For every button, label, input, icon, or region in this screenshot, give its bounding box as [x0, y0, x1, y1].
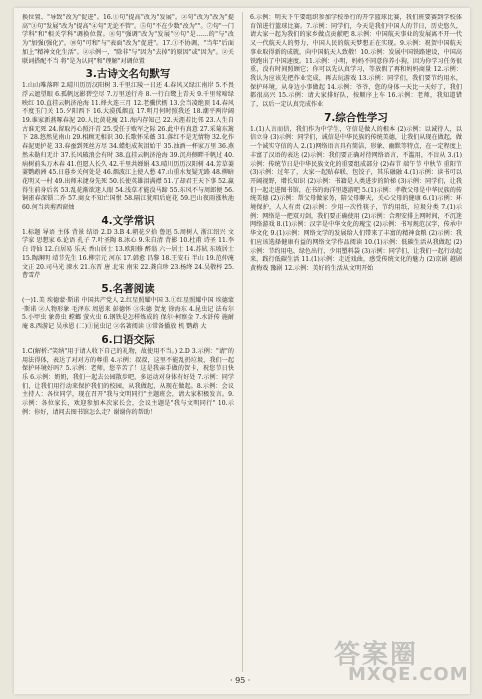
right-column: [250, 14, 462, 674]
answer-paragraph: (一)1.美 埃德蒙·斯诺 中国共产党人 2.红星照耀中国 3.①红星照耀中国 埃德蒙·斯诺 ②人物形象 毛泽东 周恩来 彭德怀 ③朱德 贺龙 徐海东 4.昆虫记 法布尔 5.小甲虫 象鼻虫 螳螂 萤火虫 6.钢铁是怎样炼成的 保尔·柯察金 7.水浒传 施耐庵 8.西游记 吴承恩 (二)①昆虫记 ②名著阅读 ③常备播放 机 鹦鹉 大: [22, 296, 234, 331]
section-heading: 6.口语交际: [101, 333, 155, 346]
answer-paragraph: 1.C(解析:"笑纳"用于请人收下自己的礼物，故使用不当。) 2.D 3.示例："请"的用法得体，表达了对对方的尊重 4.示例：叔叔，这里不能乱扔垃圾，我们一起保护环境好吗？5.示例：老师，您辛苦了！这是我亲手做的贺卡，祝您节日快乐 6.示例：奶奶，我们一起去公园散步吧，多运动对身体有好处 7.示例：同学们，让我们用行动来保护我们的校园，从我做起，从现在做起。8.示例：会议主持人：各位同学，现在召开"我与文明同行"主题班会，请大家积极发言。9.示例：各位家长，欢迎参加本次家长会，会议主题是"我与文明同行" 10.示例：你好，请问去图书馆怎么走？谢谢你的帮助！: [22, 347, 234, 416]
section-heading: 5.名著阅读: [101, 282, 155, 295]
page-number: · 95 ·: [230, 676, 251, 685]
section-heading: 7.综合性学习: [324, 111, 388, 124]
answer-paragraph: 1.山山唯落晖 2.晴川历历汉阳树 3.千里江陵一日还 4.春风又绿江南岸 5.不畏浮云遮望眼 6.孤帆远影碧空尽 7.万里送行舟 8.一行白鹭上青天 9.千里莺啼绿映红 10.直挂云帆济沧海 11.烽火连三月 12.老骥伏枥 13.会当凌绝顶 14.春风不度玉门关 15.夕阳西下 16.大漠孤烟直 17.明月何时照我还 18.潮平两岸阔 19.谁家新燕啄春泥 20.人比黄花瘦 21.海内存知己 22.天涯若比邻 23.人生自古谁无死 24.留取丹心照汗青 25.受任于败军之际 26.此中有真意 27.采菊东篱下 28.悠然见南山 29.相顾无相识 30.长歌怀采薇 31.落红不是无情物 32.化作春泥更护花 33.春蚕到死丝方尽 34.蜡炬成灰泪始干 35.浊酒一杯家万里 36.燕然未勒归无计 37.长风破浪会有时 38.直挂云帆济沧海 39.沉舟侧畔千帆过 40.病树前头万木春 41.但愿人长久 42.千里共婵娟 43.晴川历历汉阳树 44.芳草萋萋鹦鹉洲 45.日暮乡关何处是 46.烟波江上使人愁 47.山重水复疑无路 48.柳暗花明又一村 49.出师未捷身先死 50.长使英雄泪满襟 51.了却君王天下事 52.赢得生前身后名 53.乱花渐欲迷人眼 54.浅草才能没马蹄 55.东风不与周郎便 56.铜雀春深锁二乔 57.商女不知亡国恨 58.隔江犹唱后庭花 59.巴山夜雨涨秋池 60.何当共剪西窗烛: [22, 82, 234, 212]
answer-paragraph: 6.示例：明天下午要组织参加学校举行的开学篮球比赛，我们班要赛到学校体育馆进行篮球比赛。7.示例：同学们，今天是我们中国人的节日，历史悠久，请大家一起为我们的家乡做点贡献吧 8.示例：中国航天事业的发展离不开一代又一代航天人的努力，中国人民的航天梦想正在实现。9.示例：祝贺中国航天事业取得新的成就，向中国航天人致敬！10.示例：发展中国铁路建设，中国高铁跑出了中国速度。11.示例：小明，妈妈不同意你养小狗，因为你学习任务很重，没有时间照顾它；你可以先认真学习，等放假了再和妈妈商量 12.示例：我认为应该先把作业完成，再去玩游戏 13.示例：同学们，我们要节约用水，保护环境，从身边小事做起 14.示例：爷爷，您的身体一天比一天好了，我们都很高兴 15.示例：请大家排好队，按顺序上车 16.示例：老师，我知道错了，以后一定认真完成作业: [250, 14, 462, 109]
answer-paragraph: 换位置、"导致"改为"促进"。16.①句"提高"改为"发展"。②句"改为"改为"提高"③句"发展"改为"提高"④句"无论不管"。⑤句"不在少数"改为""。⑦句"一门学科"和"相关学科"调换位置。⑧句"强调"改为"发展"⑨句"是……的"与"改为"加强(强化)"。⑩句"可和"与"表面"改为"促进"。17.①不协调，"当年"后面加上"精神文化生活"。②示例一，"除非"与"因为"去掉"的原因"或"因为"。②关联词搭配不当 将"是为认同"和"理解"对调位置: [22, 14, 234, 65]
watermark-logo: [326, 634, 469, 688]
answer-paragraph: 1.(1)人言而信，我们作为中学生，守信是做人的根本 (2)示例：以诚待人，以信立身 (3)示例：同学们，诚信是中华民族的传统美德，让我们从现在做起，做一个诚实守信的人 2.(1)网络语言具有简洁、形象、幽默等特点，在一定程度上丰富了汉语的表达 (2)示例：我们要正确对待网络语言，不滥用，不盲从 3.(1)示例：传统节日是中华民族文化的重要组成部分 (2)春节 端午节 中秋节 重阳节 (3)示例：过年了，大家一起贴春联、包饺子，其乐融融 4.(1)示例：读书可以开阔视野，增长知识 (2)示例：书籍是人类进步的阶梯 (3)示例：同学们，让我们一起走进图书馆，在书的海洋里遨游吧 5.(1)示例：孝敬父母是中华民族的传统美德 (2)示例：帮父母做家务，陪父母聊天，关心父母的健康 6.(1)示例：环境保护，人人有责 (2)示例：少用一次性筷子，节约用纸，垃圾分类 7.(1)示例：网络是一把双刃剑，我们要正确使用 (2)示例：合理安排上网时间，不沉迷网络游戏 8.(1)示例：汉字是中华文化的瑰宝 (2)示例：书写规范汉字，传承中华文化 9.(1)示例：网络文学的发展给人们带来了丰富的精神食粮 (2)示例：我们应该选择健康有益的网络文学作品阅读 10.(1)示例：低碳生活从我做起 (2)示例：节约用电、绿色出行、少用塑料袋 (3)示例：同学们，让我们一起行动起来，践行低碳生活 11.(1)示例：走近戏曲，感受传统文化的魅力 (2)京剧 越剧 黄梅戏 豫剧 12.示例：美好的生活从文明开始: [250, 125, 462, 272]
answer-page: [14, 8, 470, 694]
column-divider: [242, 12, 243, 672]
section-heading: 4.文学常识: [101, 214, 155, 227]
watermark-text: 答案圈: [334, 640, 419, 670]
watermark-url: MXQE.COM: [348, 664, 469, 685]
section-heading: 3.古诗文名句默写: [85, 68, 171, 81]
answer-paragraph: 1.标题 导语 主体 背景 结语 2.D 3.B 4.朝花夕拾 鲁迅 5.周树人 浙江绍兴 文学家 思想家 6.论语 孔子 7.叶圣陶 8.冰心 9.朱自清 背影 10.杜甫 诗圣 11.李白 诗仙 12.白居易 乐天 香山居士 13.欧阳修 醉翁 六一居士 14.苏轼 东坡居士 15.陶渊明 靖节先生 16.柳宗元 河东 17.韩愈 昌黎 18.王安石 半山 19.范仲淹 文正 20.司马光 涑水 21.东晋 唐 北宋 南宋 22.龚自珍 23.杨绛 24.吴敬梓 25.曹雪芹: [22, 228, 234, 280]
left-column: [22, 14, 234, 674]
